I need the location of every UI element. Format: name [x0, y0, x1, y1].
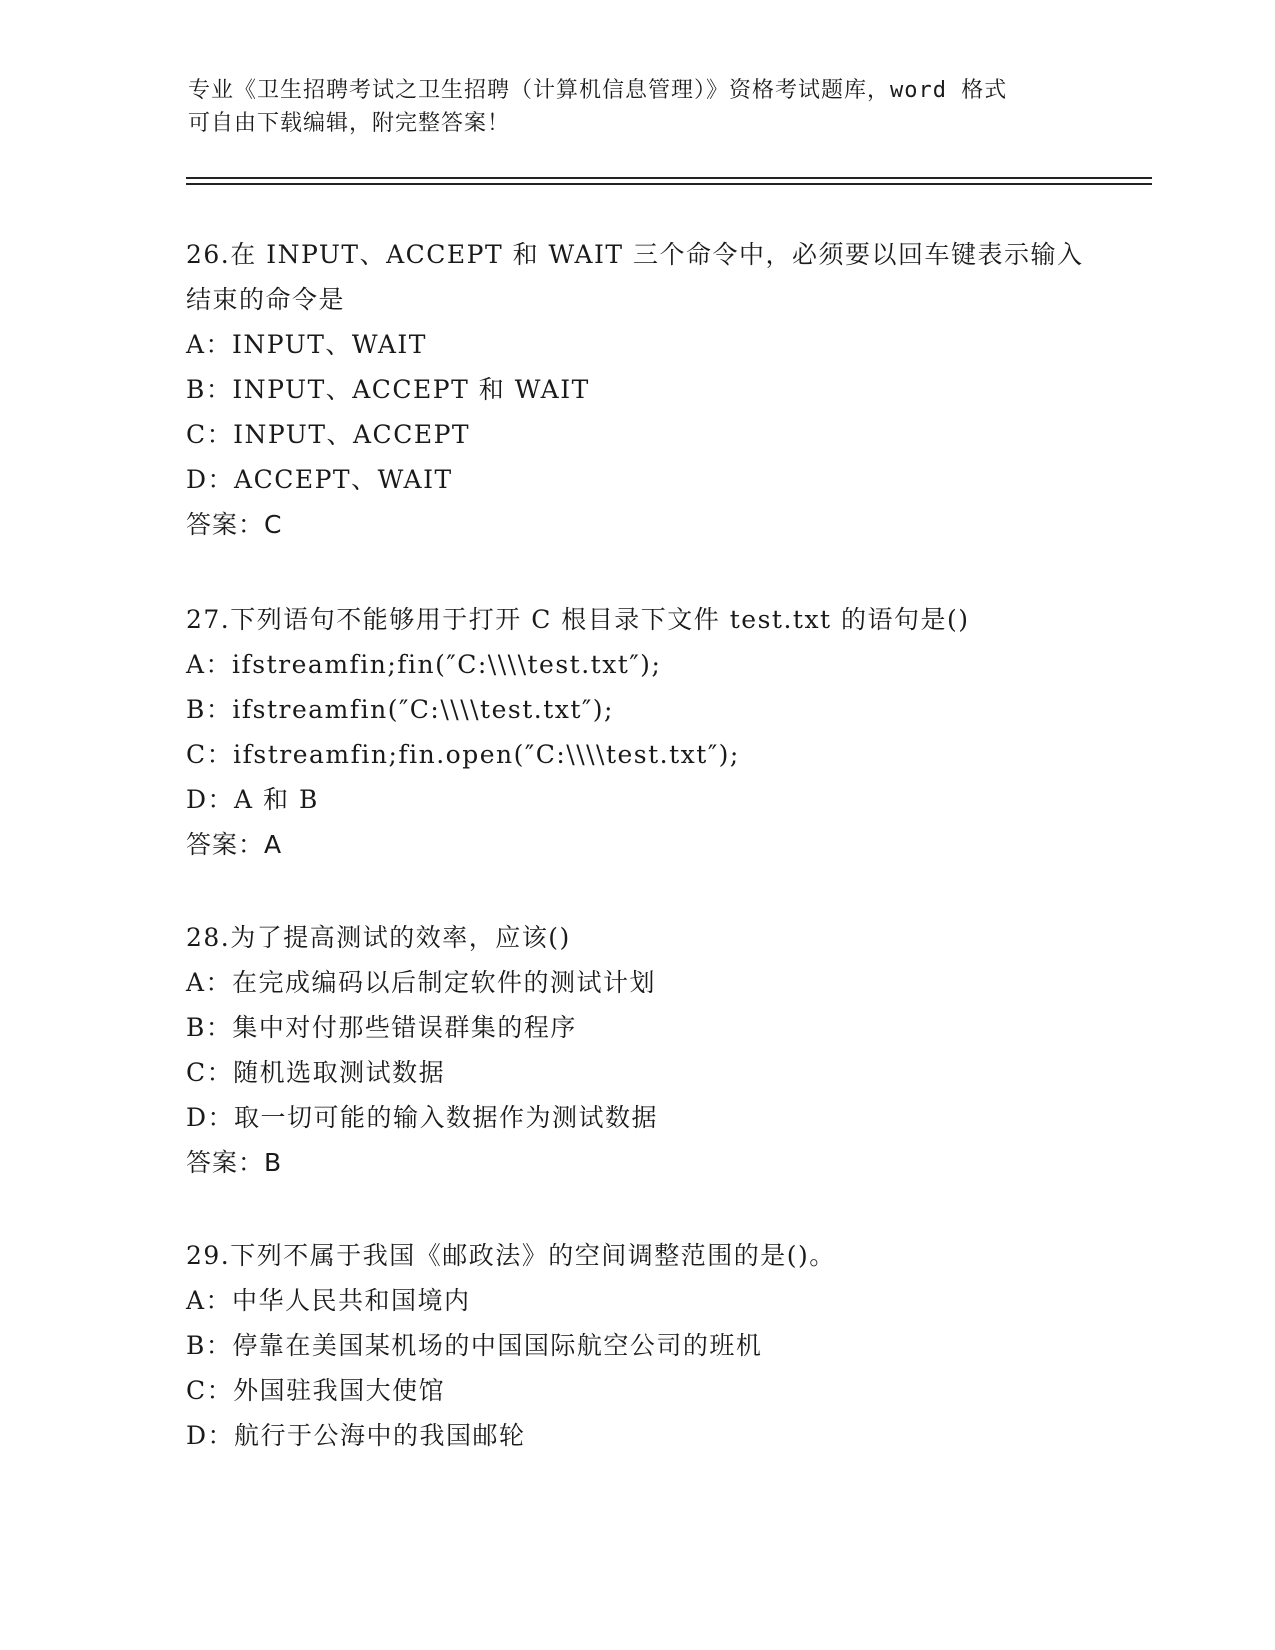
question-28	[186, 915, 1086, 1185]
answer-label: 答案：C	[186, 510, 283, 539]
option-b: B：停靠在美国某机场的中国国际航空公司的班机	[186, 1331, 763, 1360]
question-text: 28.为了提高测试的效率，应该()	[186, 923, 571, 952]
question-27	[186, 597, 1086, 867]
question-text: 29.下列不属于我国《邮政法》的空间调整范围的是()。	[186, 1241, 836, 1270]
header-divider-bottom	[186, 183, 1152, 185]
header-divider-top	[186, 177, 1152, 179]
answer-label: 答案：B	[186, 1148, 283, 1177]
option-c: C：ifstreamfin;fin.open(″C:\\\\test.txt″);	[186, 740, 740, 769]
option-b: B：ifstreamfin(″C:\\\\test.txt″);	[186, 695, 614, 724]
document-header	[188, 74, 1068, 140]
question-text: 27.下列语句不能够用于打开 C 根目录下文件 test.txt 的语句是()	[186, 605, 970, 634]
option-d: D：取一切可能的输入数据作为测试数据	[186, 1103, 659, 1132]
question-26	[186, 232, 1086, 547]
option-c: C：外国驻我国大使馆	[186, 1376, 446, 1405]
option-b: B：INPUT、ACCEPT 和 WAIT	[186, 375, 590, 404]
option-a: A：ifstreamfin;fin(″C:\\\\test.txt″);	[186, 650, 662, 679]
question-29	[186, 1233, 1086, 1458]
header-line-2: 可自由下载编辑，附完整答案！	[188, 111, 511, 136]
option-a: A：INPUT、WAIT	[186, 330, 427, 359]
question-text: 26.在 INPUT、ACCEPT 和 WAIT 三个命令中，必须要以回车键表示输入结束的命令是	[186, 240, 1084, 314]
option-d: D：ACCEPT、WAIT	[186, 465, 453, 494]
option-b: B：集中对付那些错误群集的程序	[186, 1013, 577, 1042]
option-c: C：INPUT、ACCEPT	[186, 420, 471, 449]
option-a: A：在完成编码以后制定软件的测试计划	[186, 968, 657, 997]
option-d: D：A 和 B	[186, 785, 319, 814]
option-c: C：随机选取测试数据	[186, 1058, 446, 1087]
answer-label: 答案：A	[186, 830, 283, 859]
header-line-1: 专业《卫生招聘考试之卫生招聘（计算机信息管理）》资格考试题库，word 格式	[188, 78, 1008, 103]
option-a: A：中华人民共和国境内	[186, 1286, 471, 1315]
option-d: D：航行于公海中的我国邮轮	[186, 1421, 526, 1450]
